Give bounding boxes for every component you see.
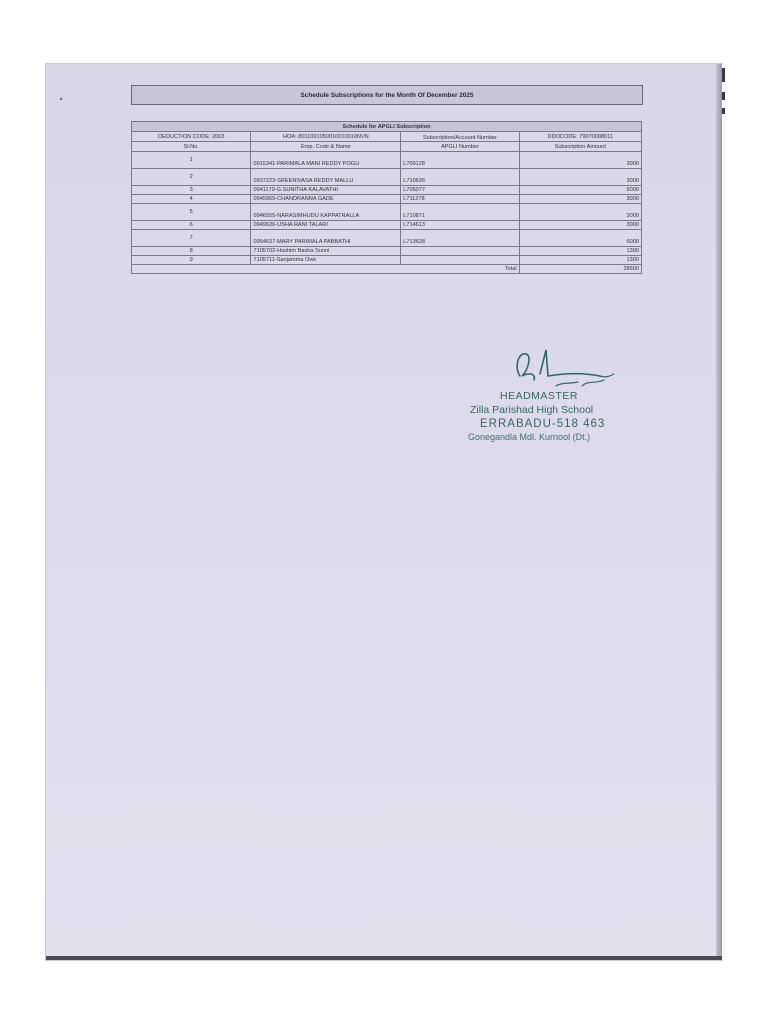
- sl-no: 5: [132, 204, 251, 221]
- subscription-amount: 3000: [519, 152, 641, 169]
- emp-code-name: 0937223-SREENIVASA REDDY MALLU: [251, 169, 401, 186]
- school-district: Gonegandla Mdl. Kurnool (Dt.): [468, 432, 591, 442]
- background-strip: [722, 64, 768, 960]
- apgli-number: L714613: [401, 221, 519, 230]
- sl-no: 4: [132, 195, 251, 204]
- table-row: [132, 204, 642, 221]
- table-row: [132, 195, 642, 204]
- table-row: [132, 152, 642, 169]
- column-header: Subscription Amount: [519, 142, 641, 152]
- headmaster-stamp: [462, 342, 642, 452]
- school-place: ERRABADU-518 463: [480, 418, 606, 430]
- sl-no: 1: [132, 152, 251, 169]
- subscription-amount: 1300: [519, 247, 641, 256]
- sl-no: 3: [132, 186, 251, 195]
- column-header-row: [132, 142, 642, 152]
- signature-graphic: [500, 346, 620, 390]
- emp-code-name: 0941179-G.SUNITHA KALAVATHI: [251, 186, 401, 195]
- subscription-amount: 3000: [519, 204, 641, 221]
- apgli-number: L709128: [401, 152, 519, 169]
- table-row: [132, 247, 642, 256]
- apgli-number: L710626: [401, 169, 519, 186]
- sl-no: 8: [132, 247, 251, 256]
- table-title: Schedule for APGLI Subscription: [132, 122, 642, 132]
- total-row: [132, 265, 642, 274]
- school-name: Zilla Parishad High School: [470, 404, 594, 416]
- emp-code-name: 7105711-Sanjamma Owk: [251, 256, 401, 265]
- sl-no: 2: [132, 169, 251, 186]
- emp-code-name: 7105702-Hashim Basha Sunni: [251, 247, 401, 256]
- subscription-amount: 5000: [519, 186, 641, 195]
- emp-code-name: 0945969-CHANDRANNA GADE: [251, 195, 401, 204]
- emp-code-name: 0915341-PARIMALA MANI REDDY POGU: [251, 152, 401, 169]
- table-row: [132, 230, 642, 247]
- table-row: [132, 169, 642, 186]
- hoa-code: HOA: 8011001050010010010NVN: [251, 132, 401, 142]
- apgli-number: L705077: [401, 186, 519, 195]
- sl-no: 6: [132, 221, 251, 230]
- subscription-amount: 3000: [519, 195, 641, 204]
- table-row: [132, 221, 642, 230]
- table-meta-row: [132, 132, 642, 142]
- subscription-amount: 6000: [519, 230, 641, 247]
- emp-code-name: 0946555-NARASIMHUDU KAPPATRALLA: [251, 204, 401, 221]
- ddo-code: DDOCODE: 79070008011: [519, 132, 641, 142]
- page-bottom-edge: [46, 956, 722, 960]
- column-header: Sl.No.: [132, 142, 251, 152]
- designation: HEADMASTER: [500, 390, 578, 402]
- apgli-number: L711278: [401, 195, 519, 204]
- table-row: [132, 256, 642, 265]
- subscription-amount: 1300: [519, 256, 641, 265]
- subscription-account-header: Subscription/Account Number: [401, 132, 519, 142]
- apgli-number: L710871: [401, 204, 519, 221]
- apgli-number: [401, 247, 519, 256]
- speck: [60, 98, 62, 100]
- apgli-number: [401, 256, 519, 265]
- column-header: APGLI Number: [401, 142, 519, 152]
- document-title: Schedule Subscriptions for the Month Of December 2025: [131, 85, 643, 105]
- apgli-schedule-table: [131, 121, 642, 274]
- sl-no: 7: [132, 230, 251, 247]
- apgli-number: L713628: [401, 230, 519, 247]
- sl-no: 9: [132, 256, 251, 265]
- subscription-amount: 3000: [519, 169, 641, 186]
- emp-code-name: 0954637-MARY PARIMALA PABBATHI: [251, 230, 401, 247]
- subscription-amount: 3000: [519, 221, 641, 230]
- table-row: [132, 186, 642, 195]
- deduction-code: DEDUCTION CODE: 2003: [132, 132, 251, 142]
- emp-code-name: 0949636-USHA RANI TALARI: [251, 221, 401, 230]
- column-header: Emp. Code & Name: [251, 142, 401, 152]
- table-title-row: [132, 122, 642, 132]
- total-label: Total: [132, 265, 520, 274]
- total-value: 28600: [519, 265, 641, 274]
